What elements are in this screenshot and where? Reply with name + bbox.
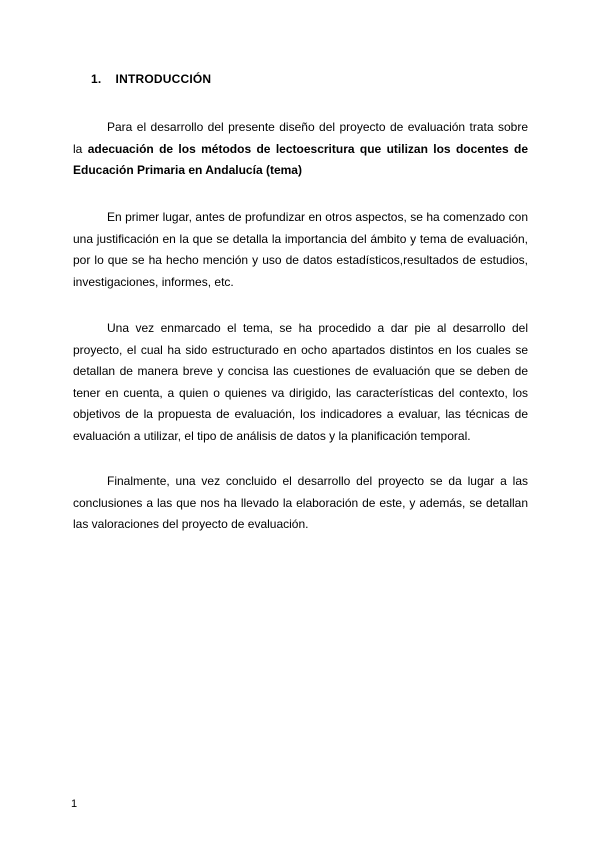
intro-paragraph bbox=[73, 117, 528, 182]
section-number: 1. bbox=[91, 72, 102, 86]
section-title: INTRODUCCIÓN bbox=[115, 72, 212, 86]
page-number: 1 bbox=[71, 798, 78, 810]
justification-paragraph: En primer lugar, antes de profundizar en otros aspectos, se ha comenzado con una justificación en la que se detalla la importancia del ámbito y tema de evaluación, por lo que se ha hecho mención y uso de datos estadísticos,resultados de estudios, investigaciones, informes, etc. bbox=[73, 210, 528, 289]
section-heading bbox=[91, 72, 211, 86]
conclusion-paragraph: Finalmente, una vez concluido el desarrollo del proyecto se da lugar a las conclusiones a las que nos ha llevado la elaboración de este, y además, se detallan las valoraciones del proyecto de evaluación. bbox=[73, 474, 528, 531]
structure-paragraph: Una vez enmarcado el tema, se ha procedido a dar pie al desarrollo del proyecto, el cual ha sido estructurado en ocho apartados distintos en los cuales se detallan de manera breve y concisa las cuestiones de evaluación que se deben de tener en cuenta, a quien o quienes va dirigido, las características del contexto, los objetivos de la propuesta de evaluación, los indicadores a evaluar, las técnicas de evaluación a utilizar, el tipo de análisis de datos y la planificación temporal. bbox=[73, 321, 528, 443]
intro-paragraph-topic: adecuación de los métodos de lectoescritura que utilizan los docentes de Educación Primaria en Andalucía (tema) bbox=[73, 141, 528, 177]
intro-paragraph-text: Para el desarrollo del presente diseño del proyecto de evaluación trata sobre la bbox=[73, 120, 528, 156]
